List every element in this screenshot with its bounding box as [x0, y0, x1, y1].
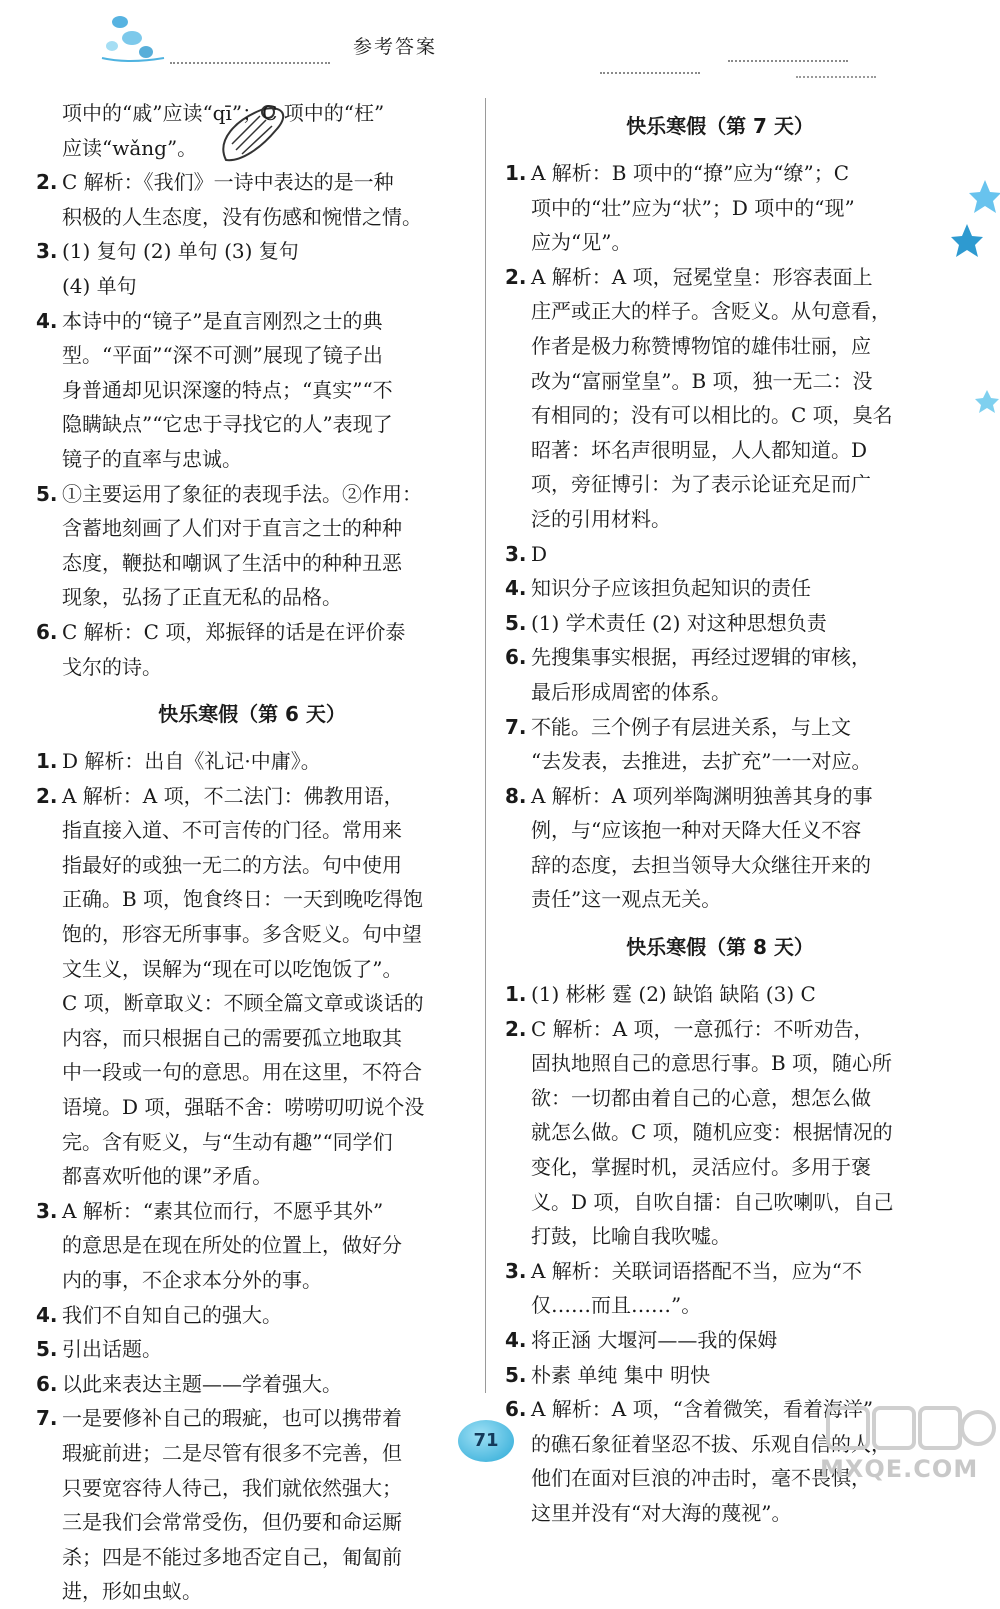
answer-line — [505, 1046, 935, 1081]
answer-text: A 解析：B 项中的“撩”应为“缭”；C — [531, 161, 850, 185]
answer-text: 指最好的或独一无二的方法。句中使用 — [62, 852, 402, 877]
answer-item — [36, 1367, 468, 1402]
answer-text: (1) 彬彬 霆 (2) 缺馅 缺陷 (3) C — [531, 982, 816, 1007]
answer-line — [36, 546, 468, 581]
answer-line — [505, 710, 935, 745]
answer-line — [36, 131, 468, 166]
item-number: 6. — [36, 1371, 58, 1396]
answer-line — [505, 779, 935, 814]
answer-text: 义。D 项，自吹自擂：自己吹喇叭，自己 — [531, 1189, 894, 1214]
answer-text: A 解析：A 项，“含着微笑，看着海洋” — [531, 1397, 874, 1422]
answer-line — [505, 156, 935, 191]
answer-text: 项中的“壮”应为“状”；D 项中的“现” — [531, 195, 855, 220]
answer-text: 应为“见”。 — [531, 230, 632, 255]
answer-item — [36, 744, 468, 779]
answer-line — [505, 882, 935, 917]
answer-text: 庄严或正大的样子。含贬义。从句意看， — [531, 299, 891, 324]
answer-line — [36, 373, 468, 408]
answer-line — [505, 364, 935, 399]
item-number: 1. — [505, 982, 527, 1007]
answer-text: D 解析：出自《礼记·中庸》。 — [62, 749, 321, 774]
answer-text: C 项，断章取义：不顾全篇文章或谈话的 — [62, 991, 424, 1016]
answer-text: (1) 复句 (2) 单句 (3) 复句 — [62, 239, 299, 264]
answer-text: 项中的“戚”应读“qī”；C 项中的“枉” — [62, 101, 385, 125]
answer-text: A 解析：A 项，不二法门：佛教用语， — [62, 783, 404, 808]
answer-text: 改为“富丽堂皇”。B 项，独一无二：没 — [531, 368, 873, 393]
header-rule-right — [600, 72, 700, 74]
item-number: 1. — [505, 161, 527, 185]
header-title: 参考答案 — [352, 36, 437, 58]
answer-text: D — [531, 541, 548, 566]
answer-line — [505, 502, 935, 537]
item-number: 2. — [505, 1016, 527, 1041]
answer-line — [36, 1194, 468, 1229]
answer-line — [36, 234, 468, 269]
answer-text: 语境。D 项，强聒不舍：唠唠叨叨说个没 — [62, 1095, 425, 1120]
answer-line — [505, 467, 935, 502]
answer-line — [36, 580, 468, 615]
answer-item — [36, 1194, 468, 1298]
answer-line — [36, 779, 468, 814]
item-number: 4. — [36, 1302, 58, 1327]
answer-text: 责任”这一观点无关。 — [531, 887, 722, 912]
answer-item — [505, 977, 935, 1012]
answer-item — [505, 606, 935, 641]
answer-text: 的礁石象征着坚忍不拔、乐观自信的人， — [531, 1431, 891, 1456]
answer-line — [36, 200, 468, 235]
answer-text: 泛的引用材料。 — [531, 506, 671, 531]
answer-line — [36, 1090, 468, 1125]
answer-line — [505, 1254, 935, 1289]
answer-text: ①主要运用了象征的表现手法。②作用： — [62, 481, 422, 506]
answer-item — [36, 1298, 468, 1333]
item-number: 4. — [505, 576, 527, 601]
column-divider — [485, 98, 486, 1393]
answer-text: 他们在面对巨浪的冲击时，毫不畏惧， — [531, 1466, 871, 1491]
answer-item — [505, 1254, 935, 1323]
answer-line — [36, 1367, 468, 1402]
answer-text: 例，与“应该抱一种对天降大任义不容 — [531, 818, 862, 843]
answer-text: 一是要修补自己的瑕疵，也可以携带着 — [62, 1406, 402, 1431]
answer-text: 这里并没有“对大海的蔑视”。 — [531, 1500, 792, 1525]
answer-item — [505, 156, 935, 260]
answer-text: 现象，弘扬了正直无私的品格。 — [62, 585, 342, 610]
answer-text: 只要宽容待人待己，我们就依然强大； — [62, 1475, 402, 1500]
item-number: 3. — [36, 239, 58, 264]
answer-text: 身普通却见识深邃的特点；“真实”“不 — [62, 377, 393, 402]
answer-line — [505, 606, 935, 641]
answer-line — [36, 917, 468, 952]
answer-text: 内容，而只根据自己的需要孤立地取其 — [62, 1025, 402, 1050]
item-number: 6. — [505, 1397, 527, 1422]
answer-text: 镜子的直率与忠诚。 — [62, 446, 242, 471]
answer-item — [36, 1401, 468, 1609]
header-rule-right — [728, 60, 848, 62]
answer-line — [36, 1540, 468, 1575]
answer-line — [505, 675, 935, 710]
answer-line — [36, 442, 468, 477]
answer-line — [505, 1012, 935, 1047]
answer-line — [36, 511, 468, 546]
answer-text: C 解析：A 项，一意孤行：不听劝告， — [531, 1016, 874, 1041]
answer-text: 本诗中的“镜子”是直言刚烈之士的典 — [62, 308, 383, 333]
answer-text: 内的事，不企求本分外的事。 — [62, 1268, 322, 1292]
item-number: 5. — [36, 1337, 58, 1362]
section-title: 快乐寒假（第 6 天） — [158, 702, 346, 727]
answer-line — [36, 650, 468, 685]
answer-text: C 解析：《我们》一诗中表达的是一种 — [62, 170, 394, 195]
item-number: 5. — [505, 610, 527, 635]
answer-line — [36, 952, 468, 987]
item-number: 7. — [505, 714, 527, 739]
section-title: 快乐寒假（第 7 天） — [626, 114, 814, 138]
item-number: 3. — [505, 541, 527, 566]
header-decoration-icon — [98, 8, 168, 68]
answer-line — [36, 1401, 468, 1436]
answer-text: 昭著：坏名声很明显，人人都知道。D — [531, 437, 868, 462]
answer-line — [36, 338, 468, 373]
answer-item — [505, 571, 935, 606]
answer-text: 以此来表达主题——学着强大。 — [62, 1371, 342, 1396]
answer-text: 先搜集事实根据，再经过逻辑的审核， — [531, 645, 871, 670]
answer-text: 都喜欢听他的课”矛盾。 — [62, 1164, 273, 1189]
item-number: 2. — [36, 170, 58, 195]
answer-text: 固执地照自己的意思行事。B 项，随心所 — [531, 1051, 893, 1076]
answer-item — [36, 477, 468, 615]
header-rule-right — [796, 76, 876, 78]
answer-item — [505, 537, 935, 572]
answer-text: 文生义，误解为“现在可以吃饱饭了”。 — [62, 956, 403, 981]
item-number: 3. — [36, 1198, 58, 1223]
answer-item — [36, 234, 468, 303]
right-column — [505, 96, 935, 1531]
answer-text: 就怎么做。C 项，随机应变：根据情况的 — [531, 1120, 893, 1145]
answer-text: 项，旁征博引：为了表示论证充足而广 — [531, 472, 871, 497]
answer-text: 仅……而且……”。 — [531, 1293, 702, 1318]
answer-line — [505, 191, 935, 226]
item-number: 6. — [505, 645, 527, 670]
answer-text: 变化，掌握时机，灵活应付。多用于褒 — [531, 1155, 871, 1180]
answer-line — [36, 165, 468, 200]
answer-text: 的意思是在现在所处的位置上，做好分 — [62, 1233, 402, 1258]
answer-line — [36, 882, 468, 917]
answer-line — [36, 1055, 468, 1090]
section-title: 快乐寒假（第 8 天） — [626, 935, 814, 960]
answer-line — [36, 1471, 468, 1506]
answer-line — [36, 1125, 468, 1160]
answer-line — [505, 329, 935, 364]
answer-line — [36, 1574, 468, 1609]
answer-line — [36, 1021, 468, 1056]
left-column — [36, 96, 468, 1609]
answer-text: 进，形如虫蚁。 — [62, 1579, 202, 1604]
answer-line — [505, 260, 935, 295]
answer-line — [505, 1219, 935, 1254]
answer-text: 欲：一切都由着自己的心意，想怎么做 — [531, 1085, 871, 1110]
answer-text: 戈尔的诗。 — [62, 654, 162, 679]
answer-text: 朴素 单纯 集中 明快 — [531, 1362, 711, 1387]
answer-line — [505, 1185, 935, 1220]
item-number: 5. — [36, 481, 58, 506]
answer-text: 积极的人生态度，没有伤感和惋惜之情。 — [62, 204, 422, 229]
answer-text: 应读“wǎng”。 — [62, 135, 198, 160]
item-number: 6. — [36, 619, 58, 644]
answer-text: (1) 学术责任 (2) 对这种思想负责 — [531, 610, 827, 635]
answer-item — [36, 96, 468, 165]
answer-line — [505, 433, 935, 468]
answer-text: A 解析：“素其位而行，不愿乎其外” — [62, 1198, 384, 1223]
star-icon — [945, 160, 1000, 460]
answer-line — [36, 1332, 468, 1367]
watermark-logo-icon — [826, 1400, 996, 1454]
answer-item — [505, 710, 935, 779]
answer-text: 正确。B 项，饱食终日：一天到晚吃得饱 — [62, 887, 424, 912]
answer-line — [505, 848, 935, 883]
answer-text: 型。“平面”“深不可测”展现了镜子出 — [62, 343, 383, 368]
answer-text: A 解析：关联词语搭配不当，应为“不 — [531, 1258, 863, 1283]
answer-line — [505, 1288, 935, 1323]
answer-line — [505, 744, 935, 779]
answer-text: 我们不自知自己的强大。 — [62, 1302, 282, 1327]
answer-line — [36, 304, 468, 339]
answer-line — [505, 977, 935, 1012]
answer-text: 瑕疵前进；二是尽管有很多不完善，但 — [62, 1440, 402, 1465]
answer-line — [36, 1298, 468, 1333]
answer-item — [505, 779, 935, 917]
answer-item — [36, 1332, 468, 1367]
answer-line — [36, 1228, 468, 1263]
item-number: 5. — [505, 1362, 527, 1387]
item-number: 3. — [505, 1258, 527, 1283]
item-number: 1. — [36, 749, 58, 774]
answer-line — [36, 1505, 468, 1540]
answer-text: 引出话题。 — [62, 1337, 162, 1362]
answer-line — [505, 537, 935, 572]
answer-text: A 解析：A 项列举陶渊明独善其身的事 — [531, 783, 873, 808]
answer-line — [505, 1115, 935, 1150]
answer-line — [36, 848, 468, 883]
answer-text: 将正涵 大堰河——我的保姆 — [531, 1328, 778, 1352]
answer-line — [36, 1159, 468, 1194]
answer-text: A 解析：A 项，冠冕堂皇：形容表面上 — [531, 264, 873, 289]
answer-line — [36, 813, 468, 848]
answer-line — [505, 640, 935, 675]
answer-item — [505, 1012, 935, 1254]
answer-item — [36, 165, 468, 234]
answer-line — [36, 986, 468, 1021]
answer-text: 三是我们会常常受伤，但仍要和命运厮 — [62, 1510, 402, 1535]
answer-line — [505, 1496, 935, 1531]
answer-item — [505, 640, 935, 709]
answer-line — [505, 1150, 935, 1185]
answer-item — [36, 615, 468, 684]
header-rule-left — [170, 62, 330, 64]
item-number: 7. — [36, 1406, 58, 1431]
answer-item — [505, 1358, 935, 1393]
answer-line — [36, 407, 468, 442]
answer-item — [36, 779, 468, 1194]
answer-line — [36, 269, 468, 304]
answer-text: C 解析：C 项，郑振铎的话是在评价泰 — [62, 619, 406, 644]
answer-line — [505, 1358, 935, 1393]
answer-text: 含蓄地刻画了人们对于直言之士的种种 — [62, 516, 402, 541]
answer-text: 完。含有贬义，与“生动有趣”“同学们 — [62, 1129, 393, 1154]
watermark-text: MXQE.COM — [820, 1455, 979, 1483]
answer-text: 隐瞒缺点”“它忠于寻找它的人”表现了 — [62, 412, 393, 437]
answer-text: 作者是极力称赞博物馆的雄伟壮丽，应 — [531, 333, 871, 358]
answer-text: “去发表，去推进，去扩充”一一对应。 — [531, 749, 872, 774]
answer-line — [36, 615, 468, 650]
answer-line — [36, 744, 468, 779]
answer-line — [505, 813, 935, 848]
answer-line — [36, 1263, 468, 1298]
item-number: 2. — [505, 264, 527, 289]
answer-text: 有相同的；没有可以相比的。C 项，臭名 — [531, 403, 893, 428]
answer-item — [36, 304, 468, 477]
item-number: 4. — [505, 1328, 527, 1352]
answer-item — [505, 260, 935, 537]
answer-item — [505, 1323, 935, 1358]
item-number: 2. — [36, 783, 58, 808]
answer-line — [505, 225, 935, 260]
answer-text: (4) 单句 — [62, 273, 137, 298]
answer-text: 饱的，形容无所事事。多含贬义。句中望 — [62, 922, 422, 947]
answer-text: 指直接入道、不可言传的门径。常用来 — [62, 818, 402, 843]
answer-line — [505, 1323, 935, 1358]
item-number: 4. — [36, 308, 58, 333]
answer-text: 中一段或一句的意思。用在这里，不符合 — [62, 1060, 422, 1085]
answer-text: 态度，鞭挞和嘲讽了生活中的种种丑恶 — [62, 550, 402, 575]
answer-text: 最后形成周密的体系。 — [531, 679, 731, 704]
answer-line — [36, 477, 468, 512]
answer-text: 杀；四是不能过多地否定自己，匍匐前 — [62, 1544, 402, 1569]
answer-line — [505, 571, 935, 606]
answer-line — [505, 398, 935, 433]
item-number: 8. — [505, 783, 527, 808]
answer-text: 知识分子应该担负起知识的责任 — [531, 576, 811, 601]
answer-text: 打鼓，比喻自我吹嘘。 — [531, 1224, 731, 1249]
answer-line — [505, 294, 935, 329]
answer-line — [36, 96, 468, 131]
answer-text: 不能。三个例子有层进关系，与上文 — [531, 714, 851, 739]
answer-line — [36, 1436, 468, 1471]
answer-line — [505, 1081, 935, 1116]
page-number: 71 — [458, 1420, 514, 1462]
answer-text: 辞的态度，去担当领导大众继往开来的 — [531, 852, 871, 877]
